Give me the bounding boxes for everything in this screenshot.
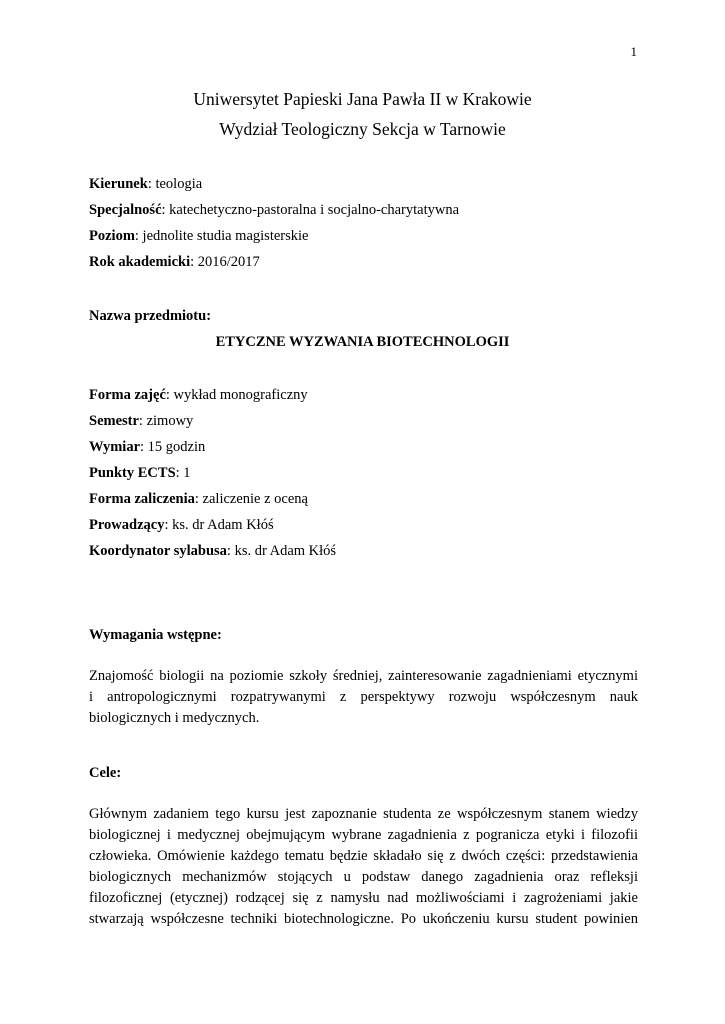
goals-paragraph <box>89 804 638 930</box>
faculty-name: Wydział Teologiczny Sekcja w Tarnowie <box>219 119 506 139</box>
field-label: Poziom <box>89 228 135 244</box>
field-koordynator <box>89 543 336 560</box>
field-wymiar <box>89 439 205 456</box>
university-name: Uniwersytet Papieski Jana Pawła II w Krakowie <box>193 89 532 109</box>
subject-title: ETYCZNE WYZWANIA BIOTECHNOLOGII <box>215 334 510 350</box>
field-label: Forma zaliczenia <box>89 491 195 507</box>
field-label: Prowadzący <box>89 517 165 533</box>
field-value: : wykład monograficzny <box>165 387 308 403</box>
field-label: Specjalność <box>89 202 162 218</box>
field-value: : zimowy <box>138 413 194 429</box>
field-value: : 1 <box>175 465 191 481</box>
field-value: : 15 godzin <box>140 439 206 455</box>
field-value: : katechetyczno-pastoralna i socjalno-charytatywna <box>161 202 460 218</box>
paragraph-line: człowieka. Omówienie każdego tematu będzie składało się z dwóch części: przedstawienia <box>89 848 638 864</box>
field-label: Punkty ECTS <box>89 465 176 481</box>
field-semestr <box>89 413 193 430</box>
field-prowadzacy <box>89 517 274 534</box>
requirements-paragraph <box>89 666 638 729</box>
page-number: 1 <box>630 44 637 59</box>
field-label: Rok akademicki <box>89 254 191 270</box>
paragraph-line: biologicznej i medycznej obejmującym wybrane zagadnienia z pogranicza etyki i filozofii <box>89 827 638 843</box>
field-value: : ks. dr Adam Kłóś <box>226 543 337 559</box>
field-value: : zaliczenie z oceną <box>194 491 308 507</box>
field-forma-zaliczenia <box>89 491 308 508</box>
field-specjalnosc <box>89 202 459 219</box>
field-value: : teologia <box>147 176 203 192</box>
paragraph-line: Znajomość biologii na poziomie szkoły średniej, zainteresowanie zagadnieniami etycznymi <box>89 668 638 684</box>
goals-heading: Cele: <box>89 765 122 781</box>
field-forma-zajec <box>89 387 308 404</box>
subject-label: Nazwa przedmiotu: <box>89 308 212 324</box>
field-poziom <box>89 228 308 245</box>
paragraph-line: biologicznych i medycznych. <box>89 710 260 726</box>
field-value: : 2016/2017 <box>190 254 260 270</box>
paragraph-line: filozoficznej (etycznej) rodzącej się z namysłu nad możliwościami i zagrożeniami jakie <box>89 890 638 906</box>
field-value: : ks. dr Adam Kłóś <box>164 517 274 533</box>
field-label: Koordynator sylabusa <box>89 543 227 559</box>
field-kierunek <box>89 176 202 193</box>
field-rok-akademicki <box>89 254 260 271</box>
field-label: Kierunek <box>89 176 148 192</box>
field-value: : jednolite studia magisterskie <box>134 228 309 244</box>
paragraph-line: stwarzają współczesne techniki biotechnologiczne. Po ukończeniu kursu student powinien <box>89 911 638 927</box>
field-label: Forma zajęć <box>89 387 166 403</box>
paragraph-line: Głównym zadaniem tego kursu jest zapoznanie studenta ze współczesnym stanem wiedzy <box>89 806 638 822</box>
paragraph-line: biologicznych mechanizmów stojących u podstaw danego zagadnienia oraz refleksji <box>89 869 638 885</box>
paragraph-line: i antropologicznymi rozpatrywanymi z perspektywy rozwoju współczesnym nauk <box>89 689 638 705</box>
requirements-heading: Wymagania wstępne: <box>89 627 222 643</box>
field-label: Wymiar <box>89 439 141 455</box>
field-label: Semestr <box>89 413 139 429</box>
field-punkty-ects <box>89 465 191 482</box>
